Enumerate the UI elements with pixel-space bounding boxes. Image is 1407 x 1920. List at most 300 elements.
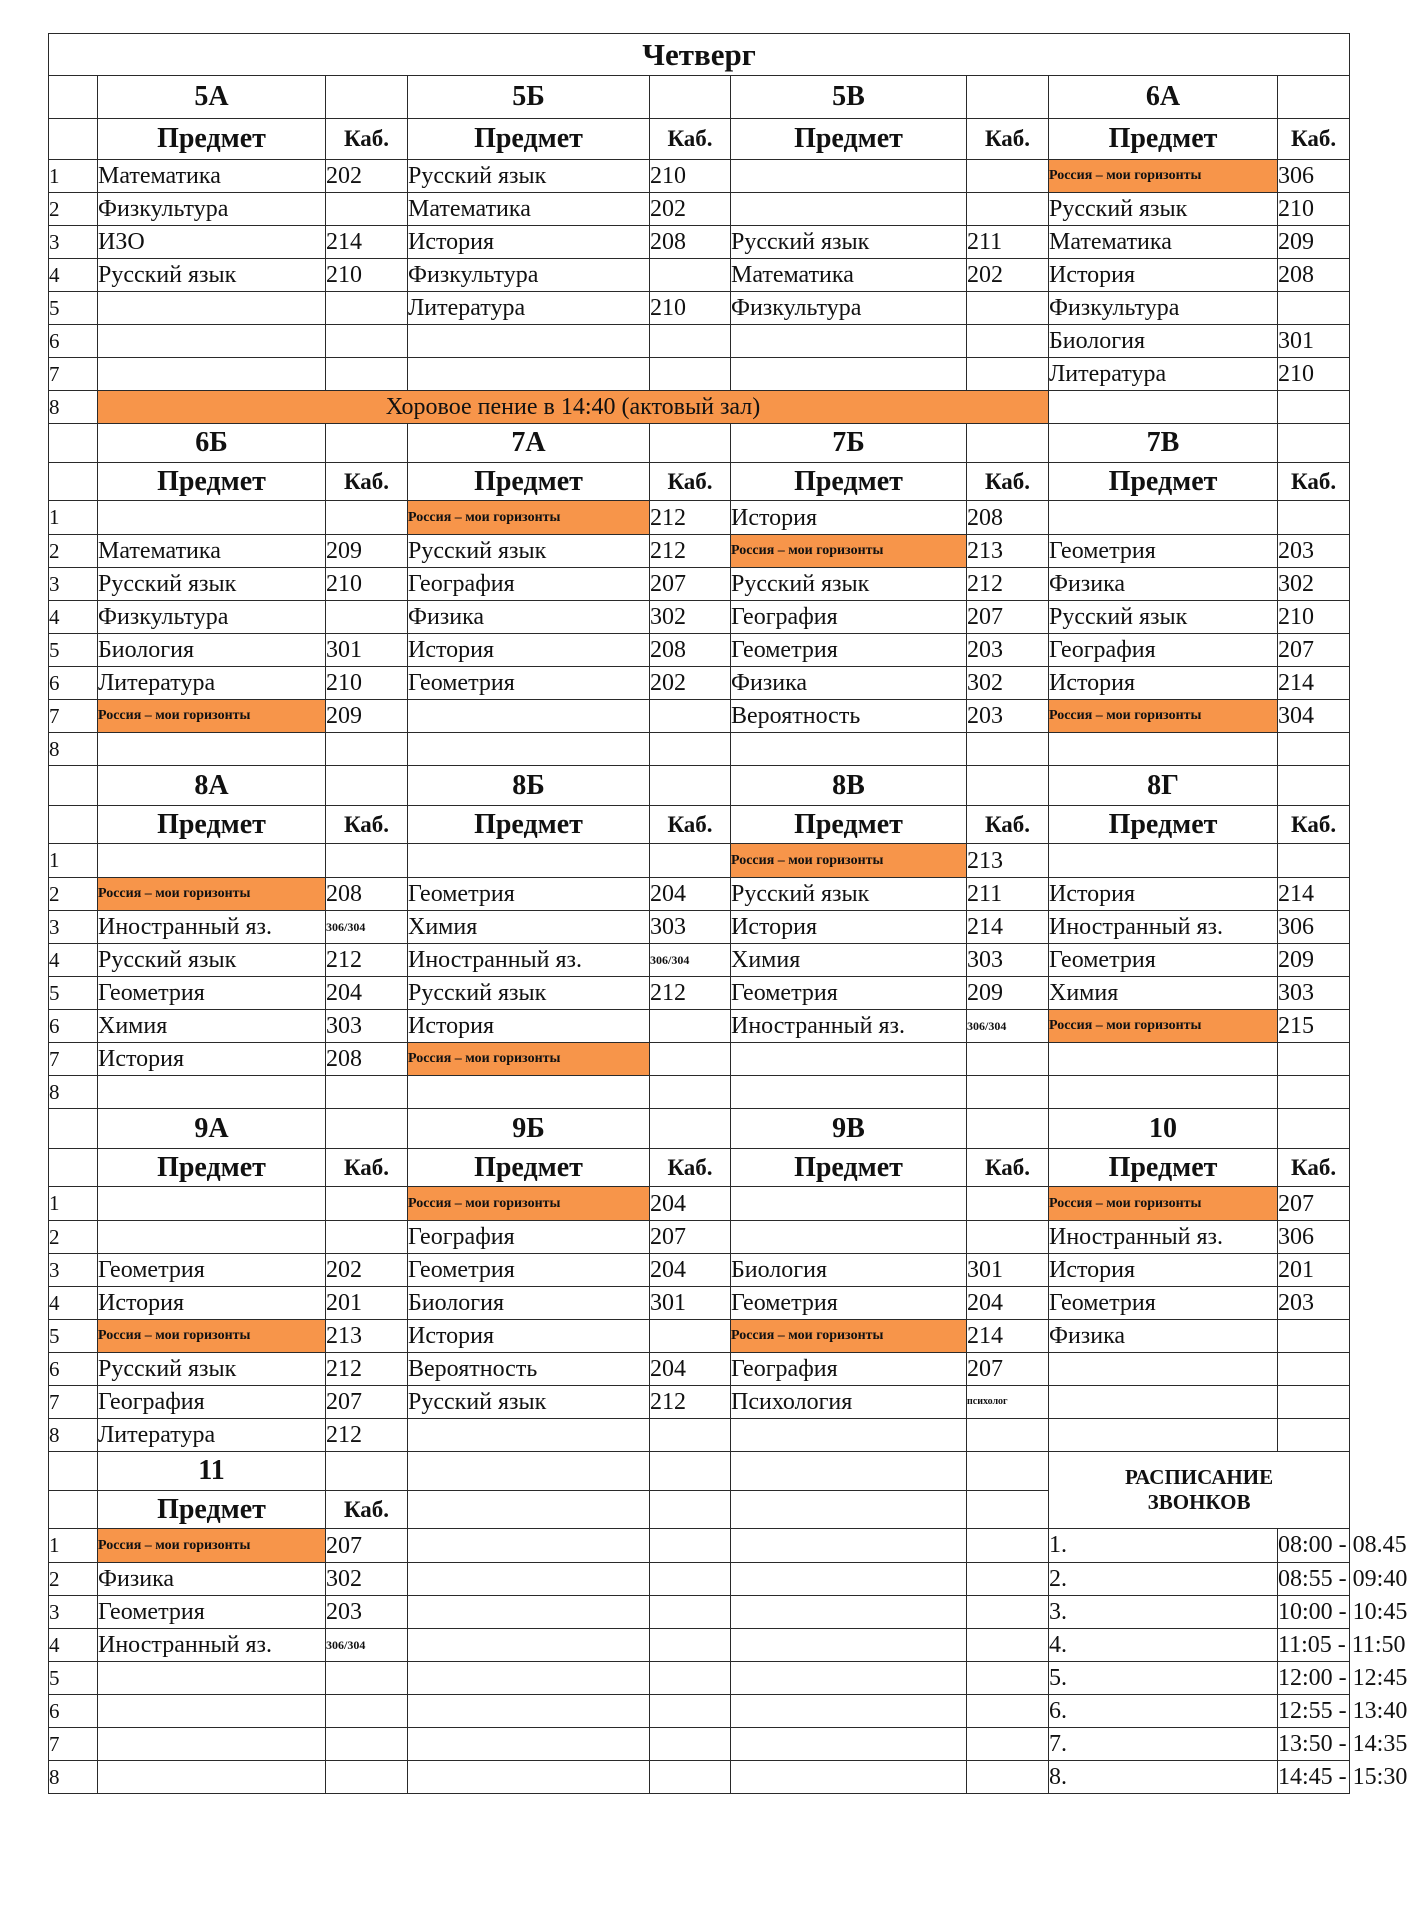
class-spacer (967, 766, 1049, 806)
subject-cell: Геометрия (98, 977, 326, 1010)
empty-cell (731, 1695, 967, 1728)
room-cell: психолог (967, 1386, 1049, 1419)
subject-cell: Геометрия (731, 977, 967, 1010)
subject-cell: Русский язык (98, 944, 326, 977)
lesson-row (49, 1076, 1350, 1109)
subject-cell: Иностранный яз. (98, 911, 326, 944)
subject-cell: История (1049, 1254, 1278, 1287)
room-cell: 213 (326, 1320, 408, 1353)
room-cell: 214 (967, 911, 1049, 944)
class-name: 9А (98, 1109, 326, 1149)
room-cell (967, 733, 1049, 766)
subject-cell (408, 358, 650, 391)
lesson-row (49, 733, 1350, 766)
room-cell: 210 (326, 568, 408, 601)
bell-time: 11:05 - 11:50 (1278, 1629, 1350, 1662)
lesson-number: 6 (49, 667, 98, 700)
room-cell: 301 (1278, 325, 1350, 358)
corner-cell (49, 806, 98, 844)
room-cell: 306/304 (326, 911, 408, 944)
room-cell: 212 (650, 501, 731, 535)
room-cell: 210 (650, 292, 731, 325)
room-cell: 207 (967, 601, 1049, 634)
room-header: Каб. (1278, 463, 1350, 501)
room-cell: 203 (967, 700, 1049, 733)
lesson-row (49, 878, 1350, 911)
subject-cell (1049, 1076, 1278, 1109)
room-cell (650, 1320, 731, 1353)
class-spacer (1278, 424, 1350, 463)
room-cell (967, 1076, 1049, 1109)
subject-cell: Химия (1049, 977, 1278, 1010)
subject-cell: Физика (1049, 568, 1278, 601)
subject-cell (1049, 501, 1278, 535)
room-header: Каб. (650, 806, 731, 844)
class-name: 6Б (98, 424, 326, 463)
room-cell (650, 1010, 731, 1043)
subject-cell: Физкультура (1049, 292, 1278, 325)
room-cell: 212 (326, 1419, 408, 1452)
room-cell: 210 (326, 259, 408, 292)
subject-cell: Русский язык (408, 160, 650, 193)
subject-cell: Россия – мои горизонты (731, 844, 967, 878)
lesson-row (49, 667, 1350, 700)
room-cell: 214 (326, 226, 408, 259)
room-cell (650, 733, 731, 766)
lesson-number: 5 (49, 634, 98, 667)
subject-cell: Математика (98, 535, 326, 568)
subject-cell (1049, 844, 1278, 878)
subject-cell: Физкультура (408, 259, 650, 292)
room-header: Каб. (1278, 119, 1350, 160)
subject-cell: Биология (1049, 325, 1278, 358)
room-cell: 207 (1278, 634, 1350, 667)
subject-cell: Россия – мои горизонты (1049, 1010, 1278, 1043)
lesson-row (49, 1254, 1350, 1287)
empty-cell (650, 1695, 731, 1728)
class-name: 7В (1049, 424, 1278, 463)
room-cell: 212 (650, 1386, 731, 1419)
bell-number: 1. (1049, 1529, 1278, 1563)
room-header: Каб. (967, 806, 1049, 844)
room-cell (1278, 844, 1350, 878)
room-cell (1278, 733, 1350, 766)
room-cell: 201 (1278, 1254, 1350, 1287)
subject-cell (1049, 1419, 1278, 1452)
empty-cell (650, 1728, 731, 1761)
room-cell (326, 1076, 408, 1109)
room-cell (326, 358, 408, 391)
lesson-row (49, 1043, 1350, 1076)
bell-title-line1: РАСПИСАНИЕ (1125, 1464, 1274, 1489)
room-header: Каб. (1278, 1149, 1350, 1187)
room-cell (650, 844, 731, 878)
empty-cell (967, 1452, 1049, 1491)
room-cell (967, 292, 1049, 325)
room-cell: 302 (1278, 568, 1350, 601)
subject-cell: История (1049, 259, 1278, 292)
subject-cell: Россия – мои горизонты (1049, 160, 1278, 193)
subject-cell (408, 844, 650, 878)
room-cell: 306/304 (967, 1010, 1049, 1043)
subject-cell (98, 733, 326, 766)
subject-cell (98, 1695, 326, 1728)
empty-cell (731, 1563, 967, 1596)
subject-cell: Геометрия (1049, 944, 1278, 977)
lesson-row (49, 1320, 1350, 1353)
room-cell (650, 1076, 731, 1109)
empty-cell (408, 1596, 650, 1629)
room-cell: 204 (650, 1254, 731, 1287)
room-cell: 304 (1278, 700, 1350, 733)
corner-cell (49, 119, 98, 160)
room-cell (967, 193, 1049, 226)
room-cell: 212 (326, 1353, 408, 1386)
room-cell: 209 (967, 977, 1049, 1010)
bell-time: 10:00 - 10:45 (1278, 1596, 1350, 1629)
room-cell (326, 1728, 408, 1761)
subject-cell: Русский язык (98, 1353, 326, 1386)
bell-time: 12:55 - 13:40 (1278, 1695, 1350, 1728)
class-spacer (650, 424, 731, 463)
subject-cell: Физика (98, 1563, 326, 1596)
empty-cell (967, 1629, 1049, 1662)
room-cell: 212 (967, 568, 1049, 601)
room-cell: 204 (326, 977, 408, 1010)
room-cell: 210 (1278, 193, 1350, 226)
empty-cell (408, 1761, 650, 1794)
empty-cell (731, 1629, 967, 1662)
lesson-row (49, 259, 1350, 292)
subject-cell: Геометрия (98, 1254, 326, 1287)
room-cell: 214 (1278, 667, 1350, 700)
subject-cell: Геометрия (98, 1596, 326, 1629)
room-cell: 303 (650, 911, 731, 944)
lesson-number: 1 (49, 501, 98, 535)
subject-header: Предмет (408, 119, 650, 160)
lesson-number: 1 (49, 160, 98, 193)
room-cell (650, 259, 731, 292)
empty-cell (650, 1452, 731, 1491)
lesson-number: 6 (49, 1353, 98, 1386)
room-cell: 203 (326, 1596, 408, 1629)
empty-cell (731, 1728, 967, 1761)
room-cell (650, 325, 731, 358)
empty-cell (650, 1563, 731, 1596)
subject-cell: Биология (731, 1254, 967, 1287)
subject-cell: Русский язык (1049, 193, 1278, 226)
lesson-number: 8 (49, 1761, 98, 1794)
subject-cell (731, 1221, 967, 1254)
subject-cell: Иностранный яз. (731, 1010, 967, 1043)
corner-cell (49, 1452, 98, 1491)
subject-cell: Математика (1049, 226, 1278, 259)
room-header: Каб. (1278, 806, 1350, 844)
room-cell (1278, 501, 1350, 535)
subject-cell: Математика (98, 160, 326, 193)
class-name: 5Б (408, 76, 650, 119)
lesson-number: 1 (49, 844, 98, 878)
room-cell: 207 (326, 1386, 408, 1419)
lesson-number: 5 (49, 292, 98, 325)
room-cell: 204 (650, 878, 731, 911)
room-cell: 210 (1278, 601, 1350, 634)
room-cell: 212 (650, 977, 731, 1010)
subject-cell: История (731, 501, 967, 535)
lesson-row (49, 911, 1350, 944)
lesson-row (49, 1629, 1350, 1662)
class-spacer (967, 76, 1049, 119)
subject-cell: Русский язык (408, 535, 650, 568)
empty-cell (408, 1695, 650, 1728)
bell-time: 13:50 - 14:35 (1278, 1728, 1350, 1761)
subject-cell (731, 160, 967, 193)
lesson-row (49, 1287, 1350, 1320)
bell-schedule-title (1049, 1452, 1350, 1529)
subject-header: Предмет (1049, 119, 1278, 160)
room-cell: 203 (1278, 1287, 1350, 1320)
lesson-row (49, 1695, 1350, 1728)
subject-cell: Вероятность (408, 1353, 650, 1386)
subject-cell: История (98, 1287, 326, 1320)
class-name: 10 (1049, 1109, 1278, 1149)
bell-time: 12:00 - 12:45 (1278, 1662, 1350, 1695)
lesson-row (49, 391, 1350, 424)
subject-cell: История (98, 1043, 326, 1076)
room-cell (326, 601, 408, 634)
subject-cell: Физкультура (731, 292, 967, 325)
subject-cell (98, 1761, 326, 1794)
lesson-row (49, 977, 1350, 1010)
bell-number: 3. (1049, 1596, 1278, 1629)
class-name: 5А (98, 76, 326, 119)
room-cell: 302 (650, 601, 731, 634)
subject-cell (408, 1419, 650, 1452)
class-spacer (326, 1452, 408, 1491)
bell-number: 7. (1049, 1728, 1278, 1761)
empty-cell (650, 1596, 731, 1629)
empty-cell (408, 1728, 650, 1761)
room-cell (326, 1187, 408, 1221)
room-cell: 301 (967, 1254, 1049, 1287)
subject-cell: Русский язык (731, 878, 967, 911)
subject-cell: Иностранный яз. (1049, 911, 1278, 944)
class-spacer (326, 766, 408, 806)
lesson-number: 2 (49, 878, 98, 911)
room-cell (326, 1221, 408, 1254)
subject-cell: География (731, 601, 967, 634)
lesson-row (49, 1353, 1350, 1386)
lesson-row (49, 1386, 1350, 1419)
subject-cell: Русский язык (731, 568, 967, 601)
subject-cell: История (1049, 667, 1278, 700)
subject-cell: Геометрия (408, 1254, 650, 1287)
subject-header: Предмет (1049, 463, 1278, 501)
room-cell: 208 (650, 634, 731, 667)
class-name: 11 (98, 1452, 326, 1491)
subject-cell: Геометрия (408, 667, 650, 700)
subject-cell (1049, 1353, 1278, 1386)
header-row (49, 119, 1350, 160)
room-cell: 209 (1278, 226, 1350, 259)
subject-cell (98, 1728, 326, 1761)
room-cell: 214 (1278, 878, 1350, 911)
room-cell (650, 1419, 731, 1452)
lesson-row (49, 634, 1350, 667)
empty-cell (967, 1563, 1049, 1596)
subject-cell: Геометрия (731, 634, 967, 667)
room-cell: 303 (967, 944, 1049, 977)
subject-cell: Физика (408, 601, 650, 634)
subject-cell: История (408, 1010, 650, 1043)
header-row (49, 806, 1350, 844)
room-cell: 212 (650, 535, 731, 568)
subject-cell: Россия – мои горизонты (1049, 1187, 1278, 1221)
subject-cell: Геометрия (1049, 535, 1278, 568)
room-cell: 306 (1278, 1221, 1350, 1254)
subject-cell: География (731, 1353, 967, 1386)
class-name: 8А (98, 766, 326, 806)
header-row (49, 1149, 1350, 1187)
subject-cell: Русский язык (1049, 601, 1278, 634)
room-cell: 302 (967, 667, 1049, 700)
bell-time: 08:55 - 09:40 (1278, 1563, 1350, 1596)
subject-cell (98, 325, 326, 358)
lesson-row (49, 358, 1350, 391)
empty-cell (408, 1491, 650, 1529)
class-spacer (967, 424, 1049, 463)
subject-header: Предмет (98, 463, 326, 501)
lesson-row (49, 1596, 1350, 1629)
lesson-row (49, 1419, 1350, 1452)
subject-cell: Вероятность (731, 700, 967, 733)
subject-header: Предмет (408, 463, 650, 501)
lesson-row (49, 325, 1350, 358)
lesson-number: 1 (49, 1187, 98, 1221)
class-spacer (326, 76, 408, 119)
empty-cell (967, 1529, 1049, 1563)
empty-cell (967, 1695, 1049, 1728)
bell-time: 08:00 - 08.45 (1278, 1529, 1350, 1563)
room-header: Каб. (967, 1149, 1049, 1187)
header-row (49, 463, 1350, 501)
room-header: Каб. (326, 1491, 408, 1529)
room-cell (326, 1695, 408, 1728)
lesson-number: 3 (49, 911, 98, 944)
schedule-table (48, 33, 1407, 1794)
room-cell: 302 (326, 1563, 408, 1596)
subject-cell: Физкультура (98, 601, 326, 634)
subject-cell: Россия – мои горизонты (731, 535, 967, 568)
subject-cell: Химия (408, 911, 650, 944)
empty-cell (967, 1662, 1049, 1695)
subject-cell: История (408, 1320, 650, 1353)
lesson-number: 6 (49, 1010, 98, 1043)
title-row (49, 34, 1350, 76)
room-cell: 207 (326, 1529, 408, 1563)
subject-header: Предмет (1049, 806, 1278, 844)
subject-cell (731, 733, 967, 766)
class-name: 9Б (408, 1109, 650, 1149)
room-cell: 210 (326, 667, 408, 700)
room-cell: 207 (650, 1221, 731, 1254)
subject-cell: Русский язык (98, 568, 326, 601)
lesson-number: 4 (49, 601, 98, 634)
lesson-number: 4 (49, 1287, 98, 1320)
subject-cell: История (731, 911, 967, 944)
room-cell (650, 1043, 731, 1076)
subject-cell (98, 1076, 326, 1109)
room-cell: 303 (1278, 977, 1350, 1010)
room-cell (967, 1419, 1049, 1452)
lesson-number: 5 (49, 1320, 98, 1353)
lesson-number: 7 (49, 358, 98, 391)
room-cell: 202 (326, 1254, 408, 1287)
lesson-row (49, 944, 1350, 977)
subject-cell: Математика (408, 193, 650, 226)
subject-cell (731, 1076, 967, 1109)
room-cell: 209 (326, 535, 408, 568)
room-cell: 213 (967, 844, 1049, 878)
lesson-number: 8 (49, 1419, 98, 1452)
room-cell (967, 325, 1049, 358)
lesson-number: 7 (49, 700, 98, 733)
lesson-row (49, 226, 1350, 259)
lesson-number: 1 (49, 1529, 98, 1563)
subject-cell (731, 358, 967, 391)
room-cell: 208 (326, 1043, 408, 1076)
subject-cell: Психология (731, 1386, 967, 1419)
room-cell: 207 (967, 1353, 1049, 1386)
room-cell (326, 292, 408, 325)
subject-cell (98, 1221, 326, 1254)
empty-cell (731, 1596, 967, 1629)
empty-cell (967, 1491, 1049, 1529)
room-cell: 202 (967, 259, 1049, 292)
room-cell: 208 (650, 226, 731, 259)
room-cell: 211 (967, 878, 1049, 911)
day-title: Четверг (49, 34, 1350, 76)
corner-cell (49, 766, 98, 806)
empty-cell (731, 1491, 967, 1529)
room-cell (967, 1221, 1049, 1254)
subject-cell: География (408, 1221, 650, 1254)
bell-time: 14:45 - 15:30 (1278, 1761, 1350, 1794)
empty-cell (408, 1563, 650, 1596)
lesson-number: 3 (49, 1596, 98, 1629)
subject-cell: Россия – мои горизонты (1049, 700, 1278, 733)
room-cell: 208 (326, 878, 408, 911)
subject-cell (731, 1419, 967, 1452)
room-cell: 204 (650, 1353, 731, 1386)
lesson-row (49, 501, 1350, 535)
subject-cell: Русский язык (408, 1386, 650, 1419)
room-cell: 301 (650, 1287, 731, 1320)
subject-cell: Россия – мои горизонты (408, 1043, 650, 1076)
lesson-row (49, 1187, 1350, 1221)
room-cell (967, 160, 1049, 193)
subject-header: Предмет (1049, 1149, 1278, 1187)
corner-cell (49, 1109, 98, 1149)
room-header: Каб. (326, 119, 408, 160)
room-cell: 207 (650, 568, 731, 601)
subject-cell: ИЗО (98, 226, 326, 259)
subject-cell: Русский язык (731, 226, 967, 259)
subject-cell: Россия – мои горизонты (408, 501, 650, 535)
room-cell (326, 733, 408, 766)
subject-header: Предмет (731, 1149, 967, 1187)
class-spacer (967, 1109, 1049, 1149)
